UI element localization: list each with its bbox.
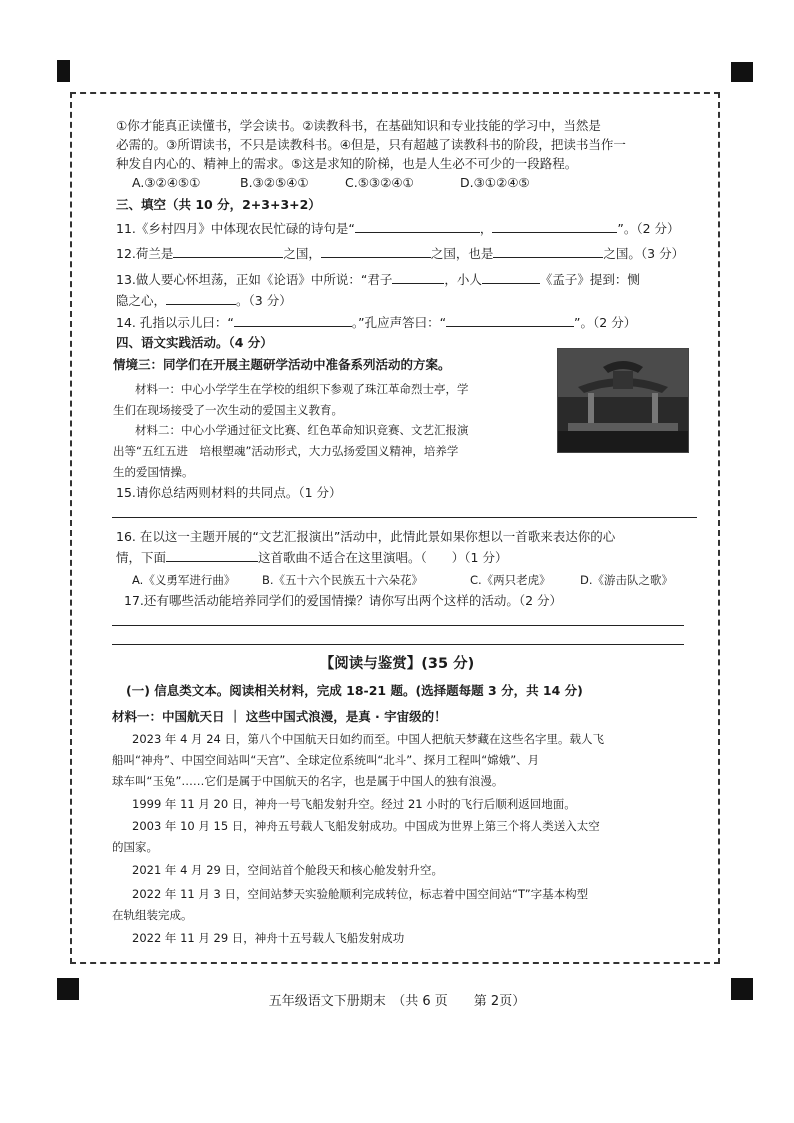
option-b: B.③②⑤④① xyxy=(240,175,309,190)
registration-mark-top-right xyxy=(731,62,753,82)
question-text: 之国， xyxy=(283,246,321,261)
material-text: 材料二：中心小学通过征文比赛、红色革命知识竞赛、文艺汇报演 xyxy=(135,423,469,437)
answer-blank[interactable] xyxy=(321,245,431,258)
question-text: 情，下面 xyxy=(116,550,167,565)
question-text: ”。（2 分） xyxy=(574,315,637,330)
answer-blank[interactable] xyxy=(392,271,444,284)
paragraph-line: 的国家。 xyxy=(112,840,158,854)
option-b: B.《五十六个民族五十六朵花》 xyxy=(262,573,424,587)
answer-blank[interactable] xyxy=(482,271,540,284)
question-text-line: 种发自内心的、精神上的需求。⑤这是求知的阶梯，也是人生必不可少的一段路程。 xyxy=(116,156,578,171)
question-13-continued xyxy=(116,292,292,310)
question-text: ”。（2 分） xyxy=(617,221,680,236)
question-14 xyxy=(116,314,636,332)
paragraph-line: 船叫“神舟”、中国空间站叫“天宫”、全球定位系统叫“北斗”、探月工程叫“嫦娥”、月 xyxy=(112,753,540,767)
question-text: 《孟子》提到：恻 xyxy=(539,272,640,287)
material-text: 材料一：中心小学学生在学校的组织下参观了珠江革命烈士亭，学 xyxy=(135,382,469,396)
answer-blank[interactable] xyxy=(166,549,258,562)
question-text: 11.《乡村四月》中体现农民忙碌的诗句是“ xyxy=(116,221,355,236)
pavilion-illustration xyxy=(558,349,688,452)
paragraph-line: 2022 年 11 月 3 日，空间站梦天实验舱顺利完成转位，标志着中国空间站“T”字基本构型 xyxy=(132,887,589,901)
paragraph-line: 球车叫“玉兔”……它们是属于中国航天的名字，也是属于中国人的独有浪漫。 xyxy=(112,774,504,788)
question-text: 隐之心， xyxy=(116,293,167,308)
option-a: A.《义勇军进行曲》 xyxy=(132,573,236,587)
question-16-continued xyxy=(116,549,507,567)
answer-blank[interactable] xyxy=(234,314,352,327)
option-d: D.《游击队之歌》 xyxy=(580,573,674,587)
material-text: 生的爱国情操。 xyxy=(113,465,194,479)
question-text: 。”孔应声答曰：“ xyxy=(351,315,447,330)
question-text: 13.做人要心怀坦荡，正如《论语》中所说：“君子 xyxy=(116,272,393,287)
question-text: 之国，也是 xyxy=(430,246,494,261)
answer-line[interactable] xyxy=(112,517,697,518)
paragraph-line: 2003 年 10 月 15 日，神舟五号载人飞船发射成功。中国成为世界上第三个将人类送入太空 xyxy=(132,819,600,833)
material-text: 出等“五红五进 培根塑魂”活动形式，大力弘扬爱国义精神，培养学 xyxy=(113,444,459,458)
answer-blank[interactable] xyxy=(493,245,603,258)
section-heading: 三、填空（共 10 分，2+3+3+2） xyxy=(116,197,321,212)
question-text: ，小人 xyxy=(444,272,482,287)
question-12 xyxy=(116,245,684,263)
answer-blank[interactable] xyxy=(446,314,574,327)
answer-blank[interactable] xyxy=(173,245,283,258)
question-17: 17.还有哪些活动能培养同学们的爱国情操？请你写出两个这样的活动。（2 分） xyxy=(124,593,563,608)
question-11 xyxy=(116,220,680,238)
question-text: 12.荷兰是 xyxy=(116,246,174,261)
question-text: ， xyxy=(479,221,493,236)
question-16: 16. 在以这一主题开展的“文艺汇报演出”活动中，此情此景如果你想以一首歌来表达你的心 xyxy=(116,529,616,544)
question-text: 。（3 分） xyxy=(236,293,292,308)
scenario-title: 情境三：同学们在开展主题研学活动中准备系列活动的方案。 xyxy=(113,357,451,372)
question-text-line: ①你才能真正读懂书，学会读书。②读教科书，在基础知识和专业技能的学习中，当然是 xyxy=(116,118,601,133)
answer-line[interactable] xyxy=(112,625,684,626)
part-heading: (一) 信息类文本。阅读相关材料，完成 18-21 题。(选择题每题 3 分，共 14 分) xyxy=(126,683,583,698)
paragraph-line: 2022 年 11 月 29 日，神舟十五号载人飞船发射成功 xyxy=(132,931,405,945)
answer-blank[interactable] xyxy=(492,220,617,233)
page-footer: 五年级语文下册期末 （共 6 页 第 2页） xyxy=(268,994,526,1009)
memorial-pavilion-photo xyxy=(557,348,689,453)
question-text: 之国。（3 分） xyxy=(603,246,685,261)
option-a: A.③②④⑤① xyxy=(132,175,201,190)
paragraph-line: 在轨组装完成。 xyxy=(112,908,193,922)
question-text: 14. 孔指以示儿曰：“ xyxy=(116,315,234,330)
option-c: C.《两只老虎》 xyxy=(470,573,551,587)
answer-blank[interactable] xyxy=(166,292,236,305)
section-heading: 四、语文实践活动。（4 分） xyxy=(116,335,273,350)
question-text: 这首歌曲不适合在这里演唱。（ ）（1 分） xyxy=(258,550,508,565)
option-d: D.③①②④⑤ xyxy=(460,175,530,190)
answer-blank[interactable] xyxy=(355,220,480,233)
material-title: 材料一：中国航天日 ｜ 这些中国式浪漫，是真 · 宇宙级的！ xyxy=(112,709,447,724)
answer-line[interactable] xyxy=(112,644,684,645)
section-heading: 【阅读与鉴赏】(35 分) xyxy=(319,656,475,672)
option-c: C.⑤③②④① xyxy=(345,175,414,190)
paragraph-line: 1999 年 11 月 20 日，神舟一号飞船发射升空。经过 21 小时的飞行后顺利返回地面。 xyxy=(132,797,576,811)
material-text: 生们在现场接受了一次生动的爱国主义教育。 xyxy=(113,403,343,417)
paragraph-line: 2023 年 4 月 24 日，第八个中国航天日如约而至。中国人把航天梦藏在这些名字里。载人飞 xyxy=(132,732,604,746)
question-13 xyxy=(116,271,640,289)
registration-mark-top-left xyxy=(57,60,70,82)
question-text-line: 必需的。③所谓读书，不只是读教科书。④但是，只有超越了读教科书的阶段，把读书当作一 xyxy=(116,137,626,152)
paragraph-line: 2021 年 4 月 29 日，空间站首个舱段天和核心舱发射升空。 xyxy=(132,863,443,877)
question-15: 15.请你总结两则材料的共同点。（1 分） xyxy=(116,485,342,500)
